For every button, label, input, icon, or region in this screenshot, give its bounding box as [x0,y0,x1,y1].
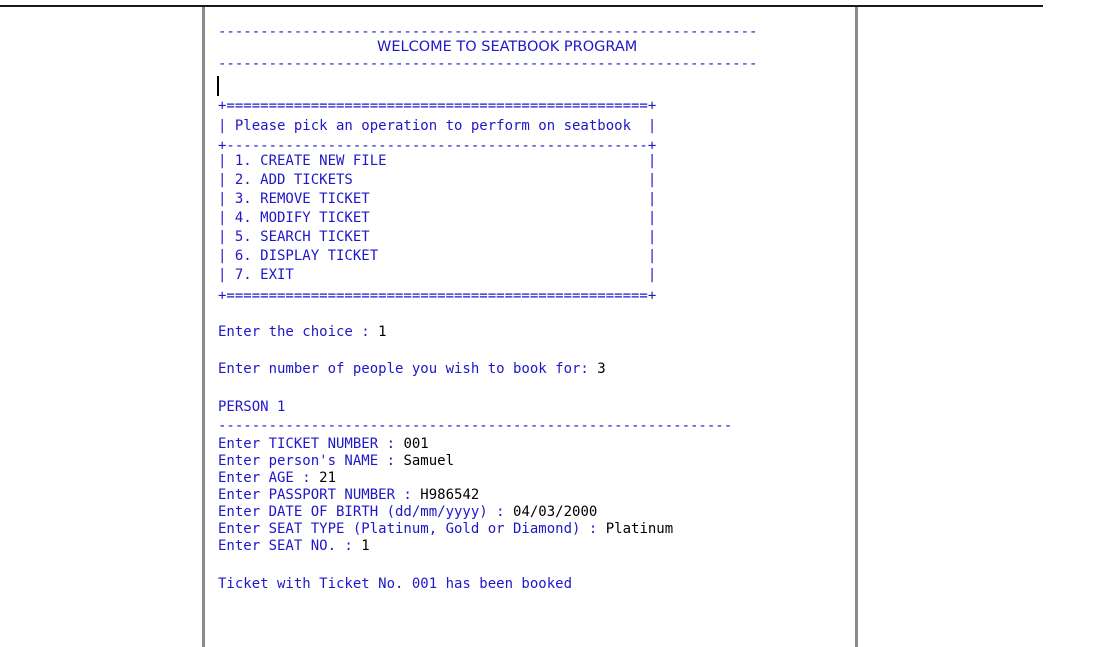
field-name [218,453,454,469]
menu-item-search: | 5. SEARCH TICKET | [218,229,657,245]
people-count-line [218,361,606,377]
booking-confirmation: Ticket with Ticket No. 001 has been booked [218,576,573,592]
field-value: 21 [319,470,337,486]
field-seat-number [218,538,370,554]
menu-item-exit: | 7. EXIT | [218,267,657,283]
menu-item-remove: | 3. REMOVE TICKET | [218,191,657,207]
choice-line [218,324,387,340]
people-count-prompt: Enter number of people you wish to book for: [218,361,598,377]
field-seat-type [218,521,673,537]
field-prompt: Enter PASSPORT NUMBER : [218,487,421,503]
person-heading: PERSON 1 [218,399,286,415]
field-prompt: Enter TICKET NUMBER : [218,436,404,452]
field-date-of-birth [218,504,597,520]
field-prompt: Enter SEAT NO. : [218,538,362,554]
people-count-input: 3 [597,361,606,377]
text-cursor [217,76,219,96]
menu-item-add: | 2. ADD TICKETS | [218,172,657,188]
choice-prompt: Enter the choice : [218,324,379,340]
program-title: WELCOME TO SEATBOOK PROGRAM [377,39,638,55]
menu-divider: +--------------------------------------------------+ [218,138,657,154]
field-value: 04/03/2000 [513,504,598,520]
choice-input: 1 [378,324,387,340]
field-prompt: Enter SEAT TYPE (Platinum, Gold or Diamond) : [218,521,606,537]
field-prompt: Enter AGE : [218,470,320,486]
field-prompt: Enter DATE OF BIRTH (dd/mm/yyyy) : [218,504,514,520]
field-passport-number [218,487,479,503]
terminal-window[interactable] [202,7,858,647]
field-value: 1 [361,538,370,554]
menu-item-create: | 1. CREATE NEW FILE | [218,153,657,169]
menu-heading: | Please pick an operation to perform on seatbook | [218,118,657,134]
menu-item-modify: | 4. MODIFY TICKET | [218,210,657,226]
header-rule-top: ---------------------------------------------------------------- [218,24,758,40]
menu-border-bottom: +==================================================+ [218,288,657,304]
field-ticket-number [218,436,429,452]
menu-item-display: | 6. DISPLAY TICKET | [218,248,657,264]
person-rule: ------------------------------------------------------------- [218,418,733,434]
field-prompt: Enter person's NAME : [218,453,404,469]
header-rule-bottom: ---------------------------------------------------------------- [218,56,758,72]
field-value: 001 [403,436,429,452]
field-value: Platinum [605,521,674,537]
field-value: Samuel [403,453,455,469]
field-age [218,470,336,486]
menu-border-top: +==================================================+ [218,98,657,114]
field-value: H986542 [420,487,480,503]
